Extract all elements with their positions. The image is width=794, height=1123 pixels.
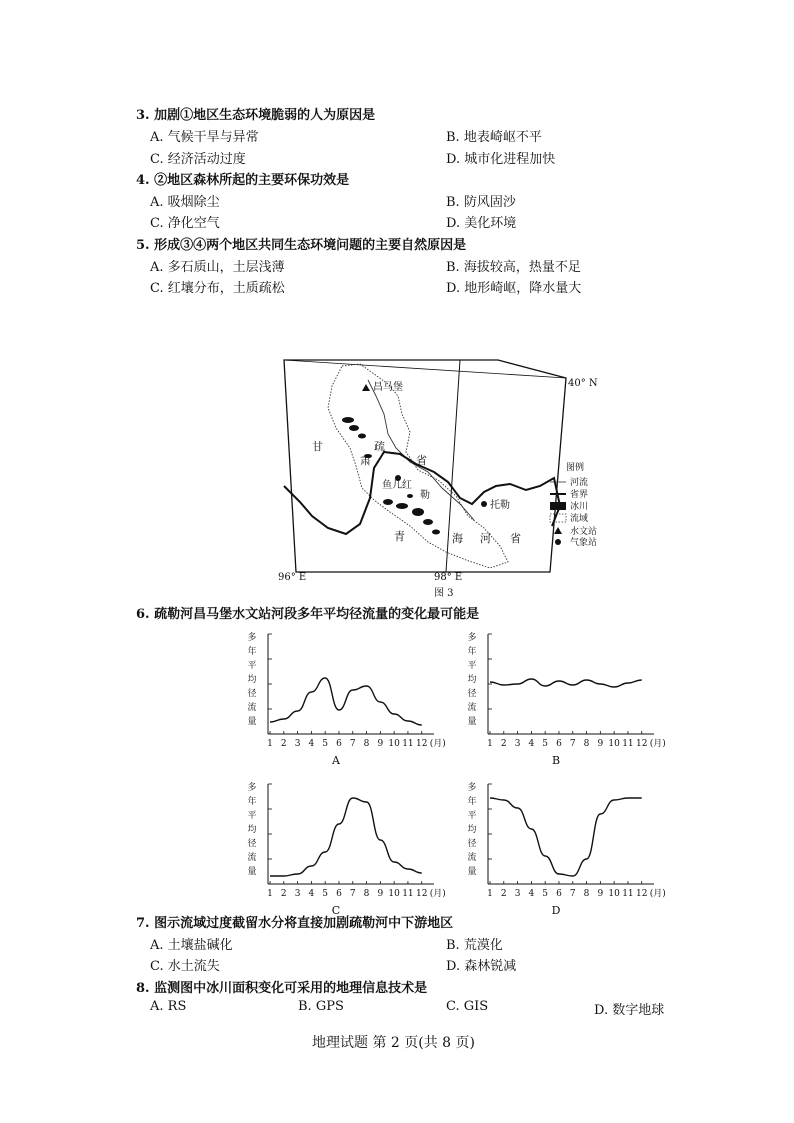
label-hai: 海 (452, 532, 463, 545)
chart-C-series-line (270, 798, 422, 876)
chart-D-ylabel-char: 多 (467, 783, 477, 793)
chart-A-x-tick-label: 4 (308, 739, 315, 749)
question-6-stem: 6. 疏勒河昌马堡水文站河段多年平均径流量的变化最可能是 (136, 607, 480, 622)
label-lon-left: 96° E (278, 572, 307, 583)
q3-option-d[interactable]: D. 城市化进程加快 (446, 152, 556, 167)
chart-C-x-tick-label: 2 (280, 889, 287, 899)
q7-option-a[interactable]: A. 土壤盐碱化 (150, 938, 233, 953)
chart-B-x-tick-label: 7 (569, 739, 576, 749)
latitude-line (284, 360, 566, 378)
chart-D-ylabel-char: 量 (467, 867, 477, 877)
chart-D-ylabel-char: 径 (467, 839, 477, 849)
chart-D-x-tick-label: 10 (608, 889, 620, 899)
chart-D-xlabel: (月) (649, 889, 666, 899)
chart-C-x-tick-label: 11 (402, 889, 414, 899)
q4-option-c[interactable]: C. 净化空气 (150, 216, 220, 231)
label-gan: 甘 (312, 440, 323, 453)
chart-D-x-tick-label: 8 (583, 889, 590, 899)
legend-boundary: 省界 (570, 490, 589, 500)
chart-B-xlabel: (月) (649, 739, 666, 749)
label-sheng2: 省 (510, 532, 521, 545)
chart-D-x-tick-label: 4 (528, 889, 535, 899)
question-7-stem: 7. 图示流域过度截留水分将直接加剧疏勒河中下游地区 (136, 916, 454, 931)
chart-B-x-tick-label: 5 (542, 739, 549, 749)
label-yuerhong: 鱼儿红 (382, 480, 412, 491)
chart-B-x-tick-label: 6 (556, 739, 562, 749)
q4-option-b[interactable]: B. 防风固沙 (446, 195, 516, 210)
chart-C-ylabel-char: 量 (247, 867, 257, 877)
chart-B-ylabel-char: 年 (467, 647, 477, 657)
chart-C-xlabel: (月) (429, 889, 446, 899)
legend-weather-station: 气象站 (570, 538, 598, 548)
chart-D-ylabel-char: 流 (467, 853, 477, 863)
chart-C-x-tick-label: 8 (363, 889, 370, 899)
chart-A-x-tick-label: 5 (322, 739, 329, 749)
chart-A-xlabel: (月) (429, 739, 446, 749)
question-5-stem: 5. 形成③④两个地区共同生态环境问题的主要自然原因是 (136, 238, 467, 253)
q5-option-d[interactable]: D. 地形崎岖，降水量大 (446, 281, 582, 296)
map-legend (550, 461, 597, 548)
label-qing: 青 (394, 530, 405, 543)
chart-D-x-tick-label: 2 (500, 889, 507, 899)
q8-option-a[interactable]: A. RS (150, 999, 187, 1014)
chart-B-x-tick-label: 1 (487, 739, 493, 749)
chart-A-title: A (332, 754, 340, 767)
chart-C-title: C (331, 904, 341, 914)
legend-basin: 流域 (570, 514, 589, 524)
chart-A-x-tick-label: 8 (363, 739, 370, 749)
chart-A-x-tick-label: 12 (415, 739, 428, 749)
chart-B-ylabel-char: 多 (467, 633, 477, 643)
label-su-river: 疏 (374, 440, 385, 453)
chart-A-x-tick-label: 6 (336, 739, 342, 749)
chart-C-ylabel-char: 流 (247, 853, 257, 863)
chart-B-ylabel-char: 流 (467, 703, 477, 713)
chart-A-series-line (270, 678, 422, 725)
page-footer: 地理试题 第 2 页(共 8 页) (312, 1035, 475, 1051)
chart-D-x-tick-label: 6 (556, 889, 562, 899)
chart-D-ylabel-char: 年 (467, 797, 477, 807)
legend-glacier: 冰川 (570, 502, 589, 512)
chart-C-x-tick-label: 4 (308, 889, 315, 899)
chart-B-series-line (490, 679, 642, 687)
chart-C-x-tick-label: 3 (294, 889, 301, 899)
chart-A-x-tick-label: 1 (267, 739, 273, 749)
chart-C-x-tick-label: 6 (336, 889, 342, 899)
chart-A-ylabel-char: 流 (247, 703, 257, 713)
chart-B-ylabel-char: 量 (467, 717, 477, 727)
q5-option-a[interactable]: A. 多石质山，土层浅薄 (150, 260, 285, 275)
question-8-stem: 8. 监测图中冰川面积变化可采用的地理信息技术是 (136, 981, 428, 996)
chart-B-x-tick-label: 8 (583, 739, 590, 749)
chart-B-x-tick-label: 11 (622, 739, 634, 749)
chart-B-x-tick-label: 12 (635, 739, 648, 749)
chart-B-x-tick-label: 4 (528, 739, 535, 749)
label-sheng1: 省 (416, 454, 427, 467)
chart-C-ylabel-char: 均 (247, 825, 257, 835)
chart-B-ylabel-char: 均 (467, 675, 477, 685)
chart-B-ylabel-char: 径 (467, 689, 477, 699)
chart-D-x-tick-label: 12 (635, 889, 648, 899)
chart-C-x-tick-label: 1 (267, 889, 273, 899)
label-lon-right: 98° E (434, 572, 463, 583)
label-su: 肃 (360, 454, 371, 467)
chart-C-ylabel-char: 多 (247, 783, 257, 793)
chart-C-x-tick-label: 7 (349, 889, 356, 899)
q7-option-d[interactable]: D. 森林锐减 (446, 959, 517, 974)
chart-A-x-tick-label: 7 (349, 739, 356, 749)
label-he: 河 (480, 532, 491, 545)
q4-option-d[interactable]: D. 美化环境 (446, 216, 517, 231)
q8-option-b[interactable]: B. GPS (298, 999, 344, 1014)
map-caption: 图 3 (434, 588, 454, 599)
q7-option-b[interactable]: B. 荒漠化 (446, 938, 503, 953)
chart-A-ylabel-char: 年 (247, 647, 257, 657)
chart-D-x-tick-label: 9 (597, 889, 604, 899)
legend-title: 图例 (566, 463, 585, 473)
q4-option-a[interactable]: A. 吸烟除尘 (150, 195, 220, 210)
map-figure (270, 356, 630, 600)
chart-D-series-line (490, 798, 642, 876)
legend-hydro-station: 水文站 (570, 527, 598, 537)
chart-B-x-tick-label: 2 (500, 739, 507, 749)
chart-B-ylabel-char: 平 (467, 661, 477, 671)
chart-C-ylabel-char: 平 (247, 811, 257, 821)
chart-C-ylabel-char: 年 (247, 797, 257, 807)
label-lat: 40° N (568, 378, 598, 389)
question-3-stem: 3. 加剧①地区生态环境脆弱的人为原因是 (136, 108, 376, 123)
runoff-charts (230, 624, 670, 914)
chart-D-ylabel-char: 平 (467, 811, 477, 821)
question-4-stem: 4. ②地区森林所起的主要环保功效是 (136, 173, 350, 188)
q3-option-c[interactable]: C. 经济活动过度 (150, 152, 246, 167)
chart-C-x-tick-label: 9 (377, 889, 384, 899)
q3-option-b[interactable]: B. 地表崎岖不平 (446, 130, 542, 145)
chart-A-x-tick-label: 3 (294, 739, 301, 749)
chart-C-ylabel-char: 径 (247, 839, 257, 849)
chart-C-x-tick-label: 12 (415, 889, 428, 899)
q8-option-c[interactable]: C. GIS (446, 999, 489, 1014)
chart-B-x-tick-label: 10 (608, 739, 620, 749)
q7-option-c[interactable]: C. 水土流失 (150, 959, 220, 974)
q5-option-b[interactable]: B. 海拔较高，热量不足 (446, 260, 581, 275)
chart-B-x-tick-label: 3 (514, 739, 521, 749)
q3-option-a[interactable]: A. 气候干旱与异常 (150, 130, 259, 145)
glacier-patches (342, 417, 440, 535)
chart-D-x-tick-label: 7 (569, 889, 576, 899)
chart-A-ylabel-char: 均 (247, 675, 257, 685)
chart-A-x-tick-label: 11 (402, 739, 414, 749)
legend-river: 河流 (570, 478, 589, 488)
label-changmabao: 昌马堡 (373, 382, 403, 393)
chart-D-x-tick-label: 3 (514, 889, 521, 899)
hydrological-station-icon (362, 384, 370, 391)
chart-C-x-tick-label: 10 (388, 889, 400, 899)
chart-A-x-tick-label: 10 (388, 739, 400, 749)
chart-A-ylabel-char: 平 (247, 661, 257, 671)
chart-A-ylabel-char: 多 (247, 633, 257, 643)
chart-A-ylabel-char: 量 (247, 717, 257, 727)
chart-D-x-tick-label: 5 (542, 889, 549, 899)
chart-D-ylabel-char: 均 (467, 825, 477, 835)
chart-C-x-tick-label: 5 (322, 889, 329, 899)
chart-B-x-tick-label: 9 (597, 739, 604, 749)
label-tuole: 托勒 (490, 500, 510, 511)
label-le: 勒 (420, 490, 430, 501)
q5-option-c[interactable]: C. 红壤分布，土质疏松 (150, 281, 285, 296)
chart-D-x-tick-label: 11 (622, 889, 634, 899)
chart-A-x-tick-label: 9 (377, 739, 384, 749)
weather-station-icon-tuole (481, 501, 487, 507)
chart-D-x-tick-label: 1 (487, 889, 493, 899)
chart-A-ylabel-char: 径 (247, 689, 257, 699)
chart-B-title: B (551, 754, 561, 767)
chart-D-title: D (551, 904, 561, 914)
chart-A-x-tick-label: 2 (280, 739, 287, 749)
q8-option-d[interactable]: D. 数字地球 (594, 1003, 665, 1018)
